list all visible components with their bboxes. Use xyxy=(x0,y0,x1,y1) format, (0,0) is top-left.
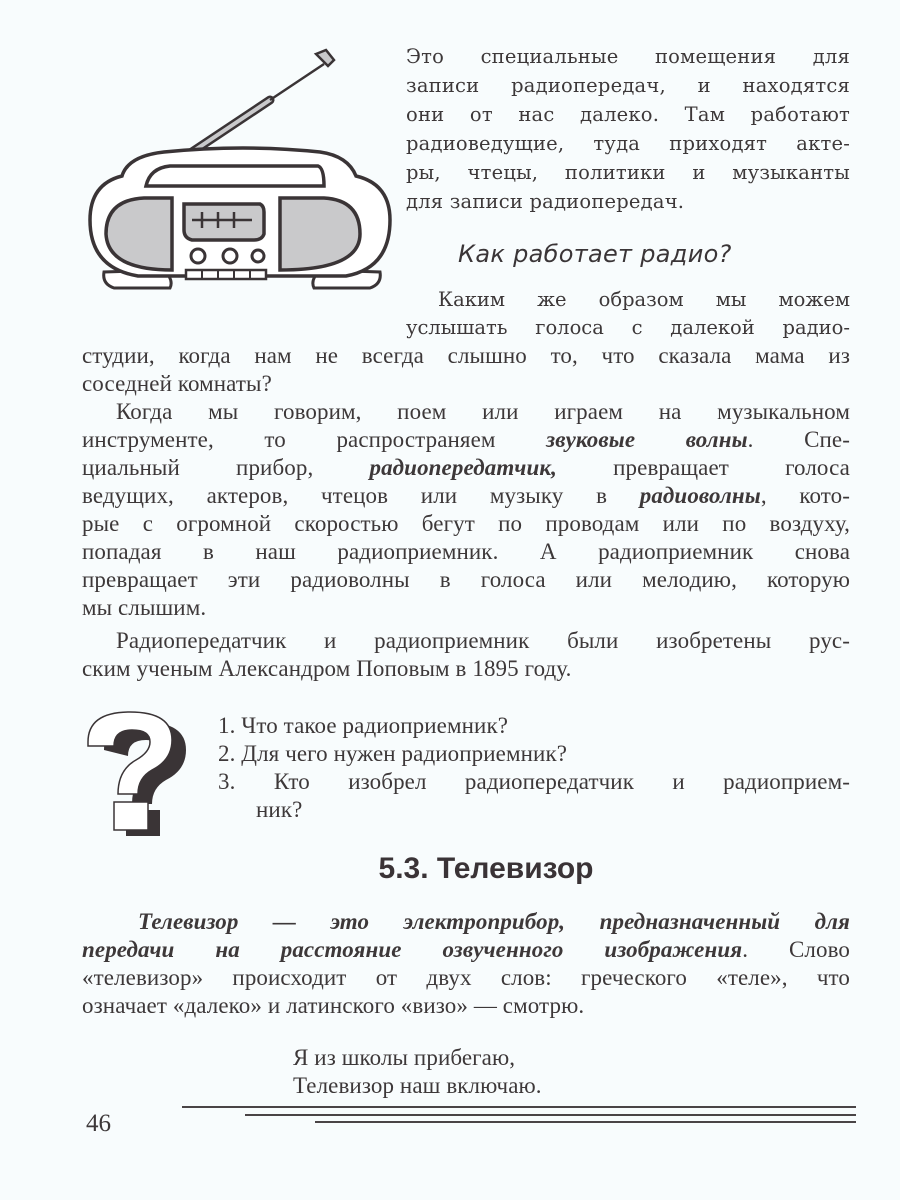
definition-line: Телевизор — это электроприбор, предназначенный для xyxy=(138,909,850,934)
text-line xyxy=(82,426,850,454)
text-span: . Спе- xyxy=(747,427,850,452)
text-line: услышать голоса с далекой радио- xyxy=(406,316,850,339)
question-item: 2. Для чего нужен радиоприемник? xyxy=(218,741,568,766)
question-item: 1. Что такое радиоприемник? xyxy=(218,713,509,738)
text-line: соседней комнаты? xyxy=(82,371,272,396)
text-line: означает «далеко» и латинского «визо» — смотрю. xyxy=(82,993,585,1018)
question-item: ник? xyxy=(256,797,303,822)
text-line: Радиопередатчик и радиоприемник были изобретены рус- xyxy=(116,628,850,653)
footer-rule xyxy=(182,1106,856,1108)
text-line: для записи радиопередач. xyxy=(406,190,685,213)
definition-line xyxy=(82,936,850,964)
poem-line: Я из школы прибегаю, xyxy=(293,1045,516,1070)
text-span: , кото- xyxy=(760,483,850,508)
text-line: они от нас далеко. Там работают xyxy=(406,103,850,126)
text-line: Это специальные помещения для xyxy=(406,45,850,68)
section-heading: 5.3. Телевизор xyxy=(378,852,594,885)
text-span: . Слово xyxy=(742,937,850,962)
text-line: радиоведущие, туда приходят акте- xyxy=(406,132,850,155)
text-span: инструменте, то распространяем xyxy=(82,427,547,452)
page-number: 46 xyxy=(86,1110,111,1137)
radio-illustration xyxy=(84,44,400,310)
radio-icon xyxy=(84,44,400,310)
text-line: мы слышим. xyxy=(82,595,207,620)
text-line: «телевизор» происходит от двух слов: греческого «теле», что xyxy=(82,965,850,990)
text-line: рые с огромной скоростью бегут по проводам или по воздуху, xyxy=(82,511,850,536)
footer-rule xyxy=(245,1114,856,1116)
emphasis-term: передачи на расстояние озвученного изображения xyxy=(82,937,743,962)
text-span: превращает голоса xyxy=(556,455,850,480)
footer-rule xyxy=(315,1121,856,1123)
emphasis-term: радиопередатчик, xyxy=(369,455,557,480)
text-line xyxy=(82,482,850,510)
emphasis-term: звуковые волны xyxy=(546,427,748,452)
text-line: записи радиопередач, и находятся xyxy=(406,74,850,97)
text-line xyxy=(82,454,850,482)
intro-paragraph xyxy=(406,42,850,216)
emphasis-term: радиоволны xyxy=(639,483,761,508)
text-line: студии, когда нам не всегда слышно то, что сказала мама из xyxy=(82,343,850,368)
text-line: ским ученым Александром Поповым в 1895 году. xyxy=(82,656,572,681)
poem-line: Телевизор наш включаю. xyxy=(293,1073,542,1098)
subheading-how-radio-works: Как работает радио? xyxy=(458,240,732,268)
text-line: Когда мы говорим, поем или играем на музыкальном xyxy=(116,399,850,424)
text-line: превращает эти радиоволны в голоса или мелодию, которую xyxy=(82,567,850,592)
text-span: ведущих, актеров, чтецов или музыку в xyxy=(82,483,640,508)
text-line: попадая в наш радиоприемник. А радиоприемник снова xyxy=(82,539,850,564)
text-line: Каким же образом мы можем xyxy=(438,288,850,311)
question-mark-icon xyxy=(82,706,192,836)
text-span: циальный прибор, xyxy=(82,455,370,480)
question-item: 3. Кто изобрел радиопередатчик и радиоприем- xyxy=(218,769,850,794)
text-line: ры, чтецы, политики и музыканты xyxy=(406,161,850,184)
